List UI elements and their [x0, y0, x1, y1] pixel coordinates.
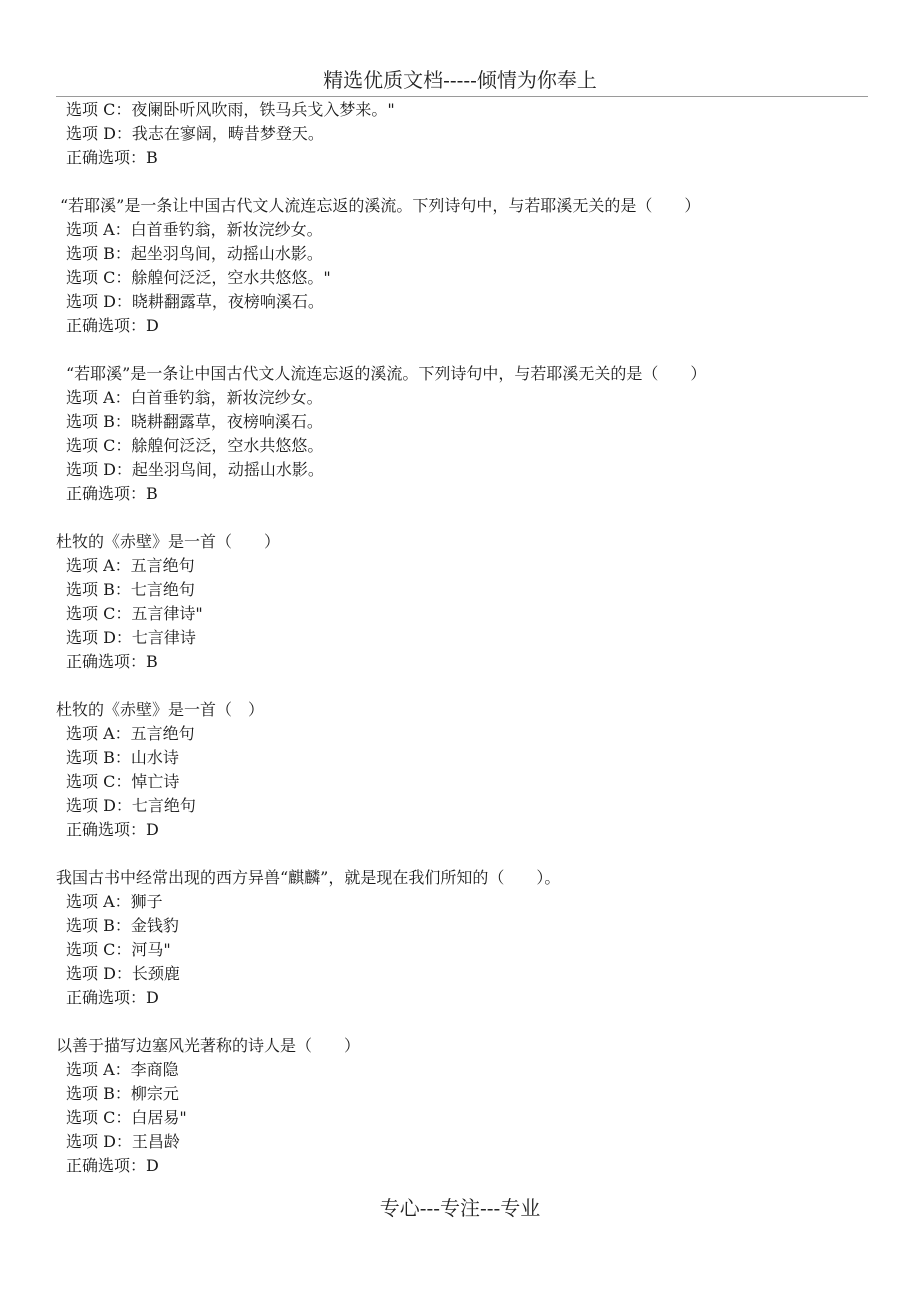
option-c: 选项 C：艅艎何泛泛，空水共悠悠。" — [66, 268, 331, 287]
question-continuation — [56, 98, 868, 170]
correct-answer: 正确选项：D — [66, 820, 159, 839]
page-header: 精选优质文档-----倾情为你奉上 — [323, 68, 597, 92]
question-stem: 以善于描写边塞风光著称的诗人是（ ） — [56, 1036, 361, 1055]
option-a: 选项 A：白首垂钓翁，新妆浣纱女。 — [66, 388, 323, 407]
question-stem: “若耶溪”是一条让中国古代文人流连忘返的溪流。下列诗句中，与若耶溪无关的是（ ） — [60, 196, 701, 215]
option-b: 选项 B：山水诗 — [66, 748, 179, 767]
question-block — [56, 698, 868, 842]
spacer — [56, 1010, 868, 1034]
question-stem: 我国古书中经常出现的西方异兽“麒麟”，就是现在我们所知的（ ）。 — [56, 868, 561, 887]
question-block — [56, 362, 868, 506]
spacer — [56, 842, 868, 866]
correct-answer: 正确选项：B — [66, 484, 158, 503]
option-a: 选项 A：白首垂钓翁，新妆浣纱女。 — [66, 220, 323, 239]
option-b: 选项 B：柳宗元 — [66, 1084, 179, 1103]
option-d: 选项 D：七言律诗 — [66, 628, 196, 647]
correct-answer: 正确选项：D — [66, 988, 159, 1007]
question-block — [56, 530, 868, 674]
option-c: 选项 C：艅艎何泛泛，空水共悠悠。 — [66, 436, 324, 455]
option-a: 选项 A：狮子 — [66, 892, 163, 911]
option-c: 选项 C：白居易" — [66, 1108, 187, 1127]
correct-answer: 正确选项：D — [66, 1156, 159, 1175]
spacer — [56, 338, 868, 362]
option-d: 选项 D：我志在寥阔，畴昔梦登天。 — [66, 124, 324, 143]
question-block — [56, 194, 868, 338]
option-b: 选项 B：起坐羽鸟间，动摇山水影。 — [66, 244, 323, 263]
spacer — [56, 170, 868, 194]
correct-answer: 正确选项：B — [66, 148, 158, 167]
question-block — [56, 866, 868, 1010]
option-d: 选项 D：王昌龄 — [66, 1132, 180, 1151]
document-body — [56, 98, 868, 1178]
correct-answer: 正确选项：B — [66, 652, 158, 671]
option-a: 选项 A：五言绝句 — [66, 724, 195, 743]
page-footer: 专心---专注---专业 — [379, 1196, 541, 1220]
correct-answer: 正确选项：D — [66, 316, 159, 335]
question-block — [56, 1034, 868, 1178]
option-d: 选项 D：晓耕翻露草，夜榜响溪石。 — [66, 292, 324, 311]
spacer — [56, 674, 868, 698]
option-d: 选项 D：七言绝句 — [66, 796, 196, 815]
header-rule — [56, 96, 868, 97]
spacer — [56, 506, 868, 530]
option-a: 选项 A：李商隐 — [66, 1060, 179, 1079]
option-c: 选项 C：五言律诗" — [66, 604, 203, 623]
question-stem: “若耶溪”是一条让中国古代文人流连忘返的溪流。下列诗句中，与若耶溪无关的是（ ） — [66, 364, 707, 383]
option-b: 选项 B：金钱豹 — [66, 916, 179, 935]
option-a: 选项 A：五言绝句 — [66, 556, 195, 575]
question-stem: 杜牧的《赤壁》是一首（ ） — [56, 700, 265, 719]
option-c: 选项 C：夜阑卧听风吹雨，铁马兵戈入梦来。" — [66, 100, 395, 119]
option-d: 选项 D：起坐羽鸟间，动摇山水影。 — [66, 460, 324, 479]
option-b: 选项 B：晓耕翻露草，夜榜响溪石。 — [66, 412, 323, 431]
option-c: 选项 C：河马" — [66, 940, 171, 959]
option-c: 选项 C：悼亡诗 — [66, 772, 180, 791]
option-b: 选项 B：七言绝句 — [66, 580, 195, 599]
option-d: 选项 D：长颈鹿 — [66, 964, 180, 983]
question-stem: 杜牧的《赤壁》是一首（ ） — [56, 532, 281, 551]
